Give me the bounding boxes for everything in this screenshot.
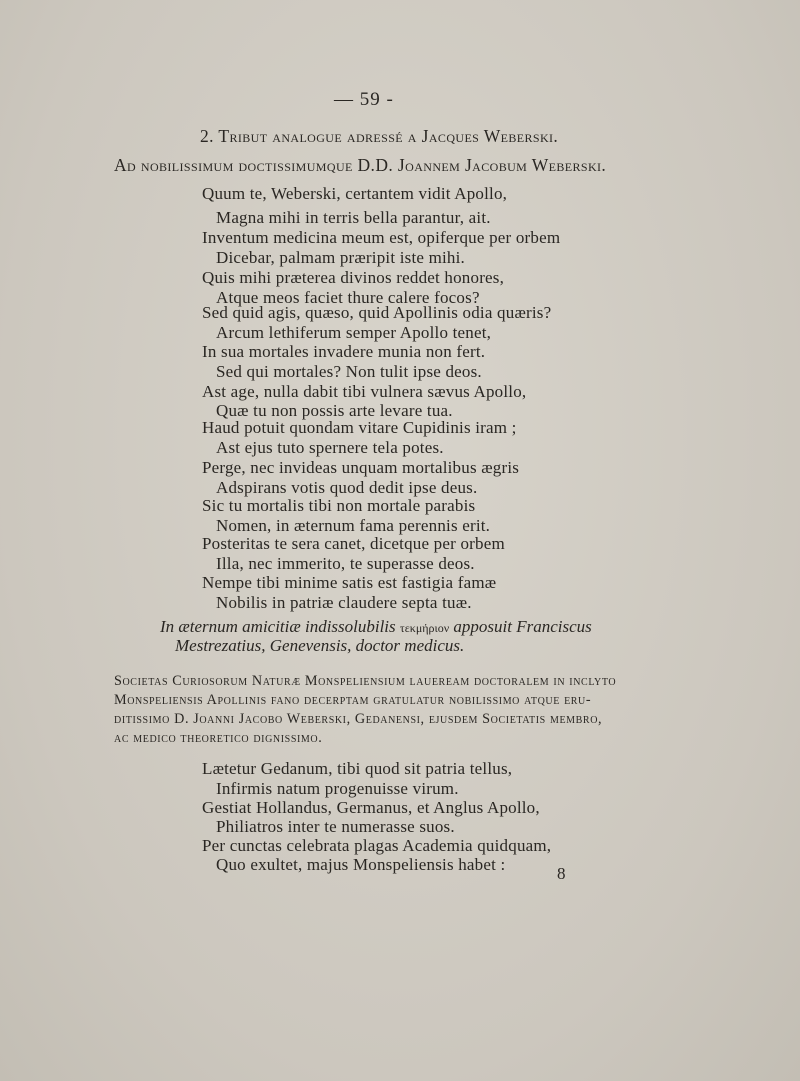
attribution-text: apposuit Franciscus xyxy=(453,617,592,636)
attribution-line: Mestrezatius, Genevensis, doctor medicus. xyxy=(175,636,465,655)
poem-1-line: Nobilis in patriæ claudere septa tuæ. xyxy=(216,593,472,612)
signature-mark: 8 xyxy=(557,864,566,883)
poem-1-line: Nempe tibi minime satis est fastigia famæ xyxy=(202,573,497,592)
poem-1-line: Haud potuit quondam vitare Cupidinis iram ; xyxy=(202,418,517,437)
poem-1-line: Illa, nec immerito, te superasse deos. xyxy=(216,554,475,573)
poem-1-line: Quis mihi præterea divinos reddet honores, xyxy=(202,268,505,287)
attribution-line xyxy=(160,617,592,637)
poem-2-line: Gestiat Hollandus, Germanus, et Anglus Apollo, xyxy=(202,798,540,817)
poem-1-line: Quum te, Weberski, certantem vidit Apollo, xyxy=(202,184,508,203)
poem-1-line: Sed quid agis, quæso, quid Apollinis odia quæris? xyxy=(202,303,552,322)
poem-1-line: Atque meos faciet thure calere focos? xyxy=(216,288,480,307)
poem-2-line: Philiatros inter te numerasse suos. xyxy=(216,817,455,836)
poem-2-line: Per cunctas celebrata plagas Academia quidquam, xyxy=(202,836,552,855)
attribution-greek-word: τεκμήριον xyxy=(399,621,450,635)
poem-1-line: Nomen, in æternum fama perennis erit. xyxy=(216,516,491,535)
poem-1-line: In sua mortales invadere munia non fert. xyxy=(202,342,486,361)
page-number: — 59 - xyxy=(334,89,394,110)
poem-1-line: Adspirans votis quod dedit ipse deus. xyxy=(216,478,478,497)
attribution-text: In æternum amicitiæ indissolubilis xyxy=(160,617,396,636)
poem-1-line: Ast ejus tuto spernere tela potes. xyxy=(216,438,444,457)
poem-1-line: Sed qui mortales? Non tulit ipse deos. xyxy=(216,362,482,381)
poem-1-line: Perge, nec invideas unquam mortalibus ægris xyxy=(202,458,520,477)
poem-2-line: Lætetur Gedanum, tibi quod sit patria tellus, xyxy=(202,759,513,778)
dedication-line: ditissimo D. Joanni Jacobo Weberski, Gedanensi, ejusdem Societatis membro, xyxy=(114,711,603,727)
dedication-line: ac medico theoretico dignissimo. xyxy=(114,730,323,746)
poem-1-line: Ast age, nulla dabit tibi vulnera sævus Apollo, xyxy=(202,382,527,401)
poem-1-line: Quæ tu non possis arte levare tua. xyxy=(216,401,453,420)
poem-2-line: Infirmis natum progenuisse virum. xyxy=(216,779,459,798)
poem-1-line: Posteritas te sera canet, dicetque per orbem xyxy=(202,534,505,553)
dedication-line: Societas Curiosorum Naturæ Monspeliensium laueream doctoralem in inclyto xyxy=(114,673,617,689)
poem-1-line: Arcum lethiferum semper Apollo tenet, xyxy=(216,323,492,342)
poem-heading: 2. Tribut analogue adressé a Jacques Weberski. xyxy=(200,126,559,146)
dedication-line: Monspeliensis Apollinis fano decerptam gratulatur nobilissimo atque eru- xyxy=(114,692,592,708)
poem-1-line: Inventum medicina meum est, opiferque per orbem xyxy=(202,228,561,247)
poem-2-line: Quo exultet, majus Monspeliensis habet : xyxy=(216,855,506,874)
poem-1-line: Sic tu mortalis tibi non mortale parabis xyxy=(202,496,476,515)
poem-1-line: Magna mihi in terris bella parantur, ait. xyxy=(216,208,491,227)
poem-1-line: Dicebar, palmam præripit iste mihi. xyxy=(216,248,465,267)
address-heading: Ad nobilissimum doctissimumque D.D. Joannem Jacobum Weberski. xyxy=(114,155,607,175)
